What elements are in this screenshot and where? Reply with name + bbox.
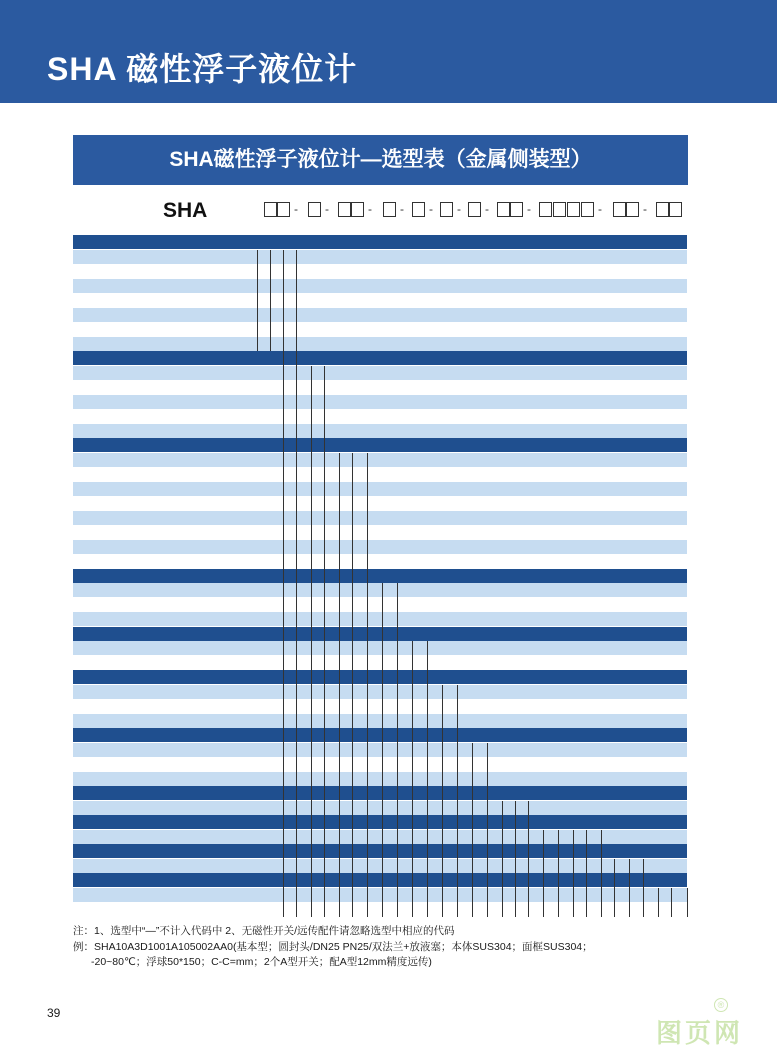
example-line-1: 例：SHA10A3D1001A105002AA0(基本型；圆封头/DN25 PN25/双法兰+放液塞；本体SUS304；面框SUS304；: [73, 940, 593, 953]
code-cell: [614, 859, 627, 873]
code-cell: [671, 888, 684, 902]
code-box: [581, 202, 594, 217]
grid-line: [487, 743, 488, 917]
grid-line: [324, 366, 325, 917]
grid-line: [543, 830, 544, 917]
code-cell: [270, 250, 283, 264]
grid-line: [671, 888, 672, 917]
code-cell: [671, 902, 684, 916]
code-cell: [339, 496, 352, 510]
grid-line: [296, 250, 297, 917]
table-row: [73, 554, 687, 568]
table-row: [73, 366, 687, 380]
code-cell: [442, 699, 455, 713]
table-row: [73, 612, 687, 626]
code-cell: [311, 380, 324, 394]
table-row: [73, 424, 687, 438]
grid-line: [601, 830, 602, 917]
code-cell: [515, 801, 528, 815]
table-row: [73, 482, 687, 496]
page-number: 39: [47, 1006, 61, 1020]
table-row: [73, 279, 687, 293]
code-box: [539, 202, 552, 217]
code-cell: [257, 293, 270, 307]
code-cell: [311, 366, 324, 380]
code-cell: [442, 714, 455, 728]
grid-line: [687, 888, 688, 917]
table-row: [73, 467, 687, 481]
code-cell: [382, 612, 395, 626]
grid-line: [573, 830, 574, 917]
code-cell: [629, 859, 642, 873]
code-separator: -: [643, 202, 647, 216]
table-row: [73, 322, 687, 336]
grid-line: [367, 453, 368, 917]
grid-line: [658, 888, 659, 917]
code-box: [383, 202, 396, 217]
code-cell: [442, 685, 455, 699]
table-row: [73, 772, 687, 786]
section-header-8: [73, 815, 687, 829]
section-header-9: [73, 844, 687, 858]
code-separator: -: [294, 202, 298, 216]
example-line-2: -20~80℃；浮球50*150；C-C=mm；2个A型开关；配A型12mm精度远传): [91, 956, 432, 968]
section-header-1: [73, 351, 687, 365]
grid-line: [558, 830, 559, 917]
code-separator: -: [527, 202, 531, 216]
code-cell: [352, 482, 365, 496]
code-cell: [257, 279, 270, 293]
grid-line: [270, 250, 271, 352]
grid-line: [472, 743, 473, 917]
table-row: [73, 714, 687, 728]
code-cell: [257, 337, 270, 351]
table-row: [73, 250, 687, 264]
code-cell: [270, 308, 283, 322]
code-cell: [257, 308, 270, 322]
table-row: [73, 380, 687, 394]
code-cell: [472, 772, 485, 786]
code-cell: [382, 598, 395, 612]
table-row: [73, 641, 687, 655]
table-row: [73, 337, 687, 351]
table-row: [73, 453, 687, 467]
code-cell: [270, 279, 283, 293]
code-cell: [472, 743, 485, 757]
code-separator: -: [457, 202, 461, 216]
table-row: [73, 511, 687, 525]
code-cell: [257, 264, 270, 278]
code-cell: [352, 525, 365, 539]
grid-line: [283, 250, 284, 917]
code-separator: -: [598, 202, 602, 216]
code-cell: [573, 830, 586, 844]
code-cell: [352, 540, 365, 554]
code-separator: -: [429, 202, 433, 216]
grid-line: [427, 641, 428, 917]
notes: [73, 924, 693, 971]
table-row: [73, 801, 687, 815]
grid-line: [257, 250, 258, 352]
table-row: [73, 859, 687, 873]
code-cell: [339, 554, 352, 568]
grid-line: [339, 453, 340, 917]
grid-line: [412, 641, 413, 917]
code-cell: [270, 322, 283, 336]
grid-line: [457, 685, 458, 917]
code-box: [264, 202, 277, 217]
table-row: [73, 583, 687, 597]
section-header-0: [73, 235, 687, 249]
code-box: [669, 202, 682, 217]
code-box: [553, 202, 566, 217]
table-row: [73, 656, 687, 670]
code-cell: [412, 641, 425, 655]
grid-line: [442, 685, 443, 917]
grid-line: [643, 859, 644, 917]
code-cell: [311, 409, 324, 423]
page-header-title: SHA 磁性浮子液位计: [47, 51, 358, 87]
header-banner: [0, 0, 777, 103]
table-row: [73, 409, 687, 423]
grid-line: [515, 801, 516, 917]
code-box: [412, 202, 425, 217]
code-cell: [352, 496, 365, 510]
code-cell: [558, 830, 571, 844]
section-header-5: [73, 670, 687, 684]
code-box: [468, 202, 481, 217]
code-box: [277, 202, 290, 217]
code-cell: [311, 424, 324, 438]
code-cell: [337, 467, 359, 481]
table-row: [73, 699, 687, 713]
grid-line: [614, 859, 615, 917]
section-header-3: [73, 569, 687, 583]
code-cell: [658, 888, 671, 902]
code-cell: [339, 511, 352, 525]
grid-line: [629, 859, 630, 917]
code-box: [351, 202, 364, 217]
note-1: 注：1、选型中“—”不计入代码中 2、无磁性开关/远传配件请忽略选型中相应的代码: [73, 925, 455, 937]
code-cell: [257, 250, 270, 264]
code-separator: -: [368, 202, 372, 216]
code-box: [308, 202, 321, 217]
code-box: [440, 202, 453, 217]
code-cell: [270, 337, 283, 351]
code-box: [613, 202, 626, 217]
code-cell: [352, 554, 365, 568]
grid-line: [311, 366, 312, 917]
code-cell: [270, 293, 283, 307]
grid-line: [586, 830, 587, 917]
table-row: [73, 525, 687, 539]
grid-line: [382, 583, 383, 917]
code-box: [510, 202, 523, 217]
code-box: [338, 202, 351, 217]
code-box: [626, 202, 639, 217]
code-cell: [472, 757, 485, 771]
table-row: [73, 888, 687, 902]
registered-icon: ®: [714, 998, 728, 1012]
code-cell: [543, 830, 556, 844]
table-row: [73, 743, 687, 757]
code-box: [656, 202, 669, 217]
code-separator: -: [485, 202, 489, 216]
section-header-10: [73, 873, 687, 887]
table-row: [73, 496, 687, 510]
code-cell: [339, 525, 352, 539]
table-row: [73, 308, 687, 322]
table-row: [73, 540, 687, 554]
table-row: [73, 685, 687, 699]
table-row: [73, 264, 687, 278]
table-title: SHA磁性浮子液位计—选型表（金属侧装型）: [73, 135, 688, 185]
code-cell: [311, 395, 324, 409]
code-separator: -: [325, 202, 329, 216]
code-cell: [257, 322, 270, 336]
code-cell: [586, 830, 599, 844]
table-row: [73, 395, 687, 409]
section-header-6: [73, 728, 687, 742]
table-row: [73, 293, 687, 307]
grid-line: [502, 801, 503, 917]
table-row: [73, 902, 687, 916]
code-cell: [339, 482, 352, 496]
code-cell: [502, 801, 515, 815]
code-box: [497, 202, 510, 217]
section-header-4: [73, 627, 687, 641]
code-cell: [270, 264, 283, 278]
grid-line: [528, 801, 529, 917]
section-header-7: [73, 786, 687, 800]
code-cell: [412, 656, 425, 670]
table-row: [73, 598, 687, 612]
section-header-2: [73, 438, 687, 452]
model-prefix: SHA: [163, 199, 208, 222]
code-cell: [352, 511, 365, 525]
code-separator: -: [400, 202, 404, 216]
code-box: [567, 202, 580, 217]
table-row: [73, 757, 687, 771]
code-cell: [382, 583, 395, 597]
code-cell: [339, 540, 352, 554]
grid-line: [397, 583, 398, 917]
code-cell: [337, 453, 359, 467]
grid-line: [352, 453, 353, 917]
watermark-logo: 图页网: [656, 1018, 744, 1048]
